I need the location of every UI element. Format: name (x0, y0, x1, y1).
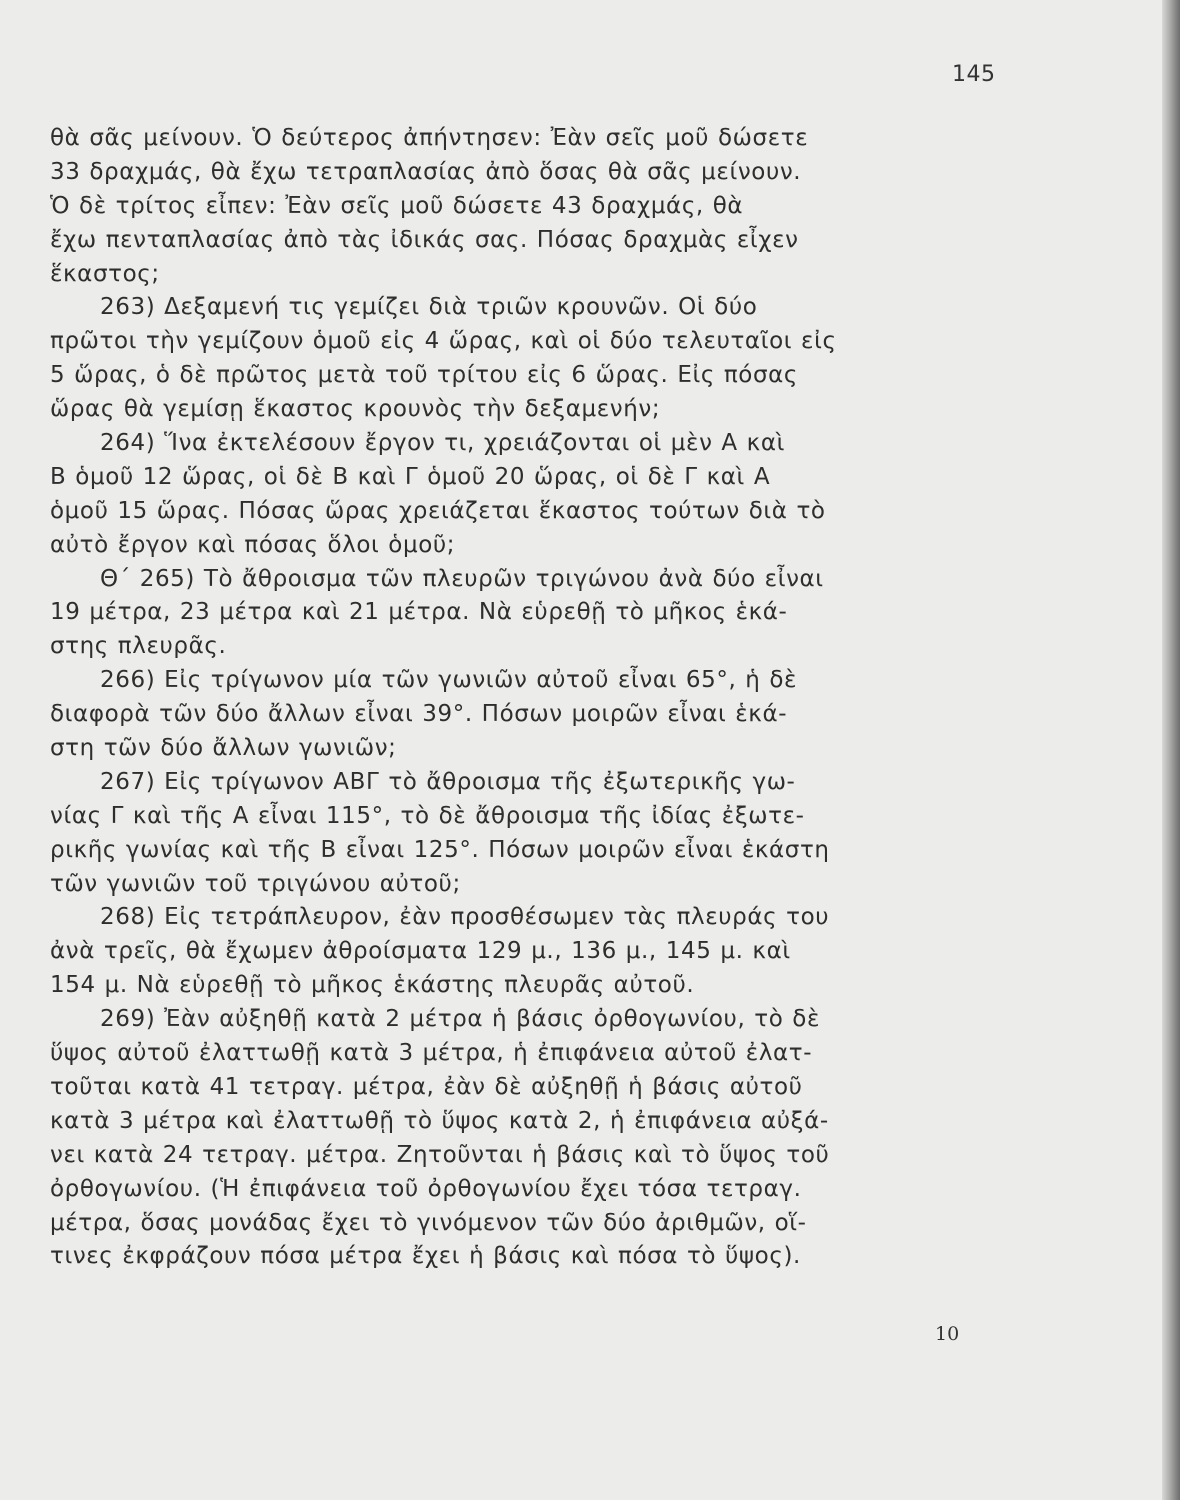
text-line: κατὰ 3 μέτρα καὶ ἐλαττωθῇ τὸ ὕψος κατὰ 2, ἡ ἐπιφάνεια αὐξά- (50, 1107, 829, 1134)
text-line: ὁμοῦ 15 ὥρας. Πόσας ὥρας χρειάζεται ἕκαστος τούτων διὰ τὸ (50, 497, 826, 524)
text-line: ὀρθογωνίου. (Ἡ ἐπιφάνεια τοῦ ὀρθογωνίου ἔχει τόσα τετραγ. (50, 1175, 802, 1202)
text-line: μέτρα, ὅσας μονάδας ἔχει τὸ γινόμενον τῶν δύο ἀριθμῶν, οἵ- (50, 1209, 807, 1236)
text-line: στη τῶν δύο ἄλλων γωνιῶν; (50, 735, 397, 762)
text-body (50, 122, 1000, 1274)
text-line: ἕκαστος; (50, 260, 160, 287)
text-line: 264) Ἵνα ἐκτελέσουν ἔργον τι, χρειάζονται οἱ μὲν Α καὶ (100, 430, 785, 457)
text-line: 33 δραχμάς, θὰ ἔχω τετραπλασίας ἀπὸ ὅσας θὰ σᾶς μείνουν. (50, 158, 802, 185)
text-line: 268) Εἰς τετράπλευρον, ἐὰν προσθέσωμεν τὰς πλευράς του (100, 904, 830, 931)
page-edge (1162, 0, 1180, 1500)
text-line: θὰ σᾶς μείνουν. Ὁ δεύτερος ἀπήντησεν: Ἐὰν σεῖς μοῦ δώσετε (50, 125, 809, 151)
text-line: Ὁ δὲ τρίτος εἶπεν: Ἐὰν σεῖς μοῦ δώσετε 43 δραχμάς, θὰ (50, 192, 744, 219)
text-line: Θ΄ 265) Τὸ ἄθροισμα τῶν πλευρῶν τριγώνου ἀνὰ δύο εἶναι (100, 565, 824, 592)
text-line: 5 ὥρας, ὁ δὲ πρῶτος μετὰ τοῦ τρίτου εἰς 6 ὥρας. Εἰς πόσας (50, 362, 799, 389)
text-line: 263) Δεξαμενή τις γεμίζει διὰ τριῶν κρουνῶν. Οἱ δύο (100, 294, 758, 321)
text-line: ρικῆς γωνίας καὶ τῆς Β εἶναι 125°. Πόσων μοιρῶν εἶναι ἑκάστη (50, 836, 830, 863)
text-line: διαφορὰ τῶν δύο ἄλλων εἶναι 39°. Πόσων μοιρῶν εἶναι ἑκά- (50, 701, 788, 728)
text-line: ἔχω πενταπλασίας ἀπὸ τὰς ἰδικάς σας. Πόσας δραχμὰς εἶχεν (50, 226, 799, 253)
text-line: αὐτὸ ἔργον καὶ πόσας ὅλοι ὁμοῦ; (50, 531, 456, 558)
signature-mark: 10 (935, 1323, 960, 1345)
text-line: 19 μέτρα, 23 μέτρα καὶ 21 μέτρα. Νὰ εὑρεθῇ τὸ μῆκος ἑκά- (50, 599, 788, 626)
text-line: τοῦται κατὰ 41 τετραγ. μέτρα, ἐὰν δὲ αὐξηθῇ ἡ βάσις αὐτοῦ (50, 1073, 803, 1100)
text-line: 267) Εἰς τρίγωνον ΑΒΓ τὸ ἄθροισμα τῆς ἐξωτερικῆς γω- (100, 768, 796, 795)
text-line: τῶν γωνιῶν τοῦ τριγώνου αὐτοῦ; (50, 870, 461, 897)
text-line: 266) Εἰς τρίγωνον μία τῶν γωνιῶν αὐτοῦ εἶναι 65°, ἡ δὲ (100, 667, 798, 694)
text-line: ἀνὰ τρεῖς, θὰ ἔχωμεν ἀθροίσματα 129 μ., 136 μ., 145 μ. καὶ (50, 938, 791, 965)
text-line: Β ὁμοῦ 12 ὥρας, οἱ δὲ Β καὶ Γ ὁμοῦ 20 ὥρας, οἱ δὲ Γ καὶ Α (50, 463, 771, 490)
text-line: τινες ἐκφράζουν πόσα μέτρα ἔχει ἡ βάσις καὶ πόσα τὸ ὕψος). (50, 1243, 801, 1270)
text-line: 269) Ἐὰν αὐξηθῇ κατὰ 2 μέτρα ἡ βάσις ὀρθογωνίου, τὸ δὲ (100, 1006, 821, 1033)
text-line: ὥρας θὰ γεμίσῃ ἕκαστος κρουνὸς τὴν δεξαμενήν; (50, 396, 661, 423)
page-number: 145 (952, 62, 996, 87)
text-line: ὕψος αὐτοῦ ἐλαττωθῇ κατὰ 3 μέτρα, ἡ ἐπιφάνεια αὐτοῦ ἐλατ- (50, 1040, 813, 1067)
text-line: 154 μ. Νὰ εὑρεθῇ τὸ μῆκος ἑκάστης πλευρᾶς αὐτοῦ. (50, 972, 695, 999)
text-line: νει κατὰ 24 τετραγ. μέτρα. Ζητοῦνται ἡ βάσις καὶ τὸ ὕψος τοῦ (50, 1141, 830, 1168)
text-line: στης πλευρᾶς. (50, 633, 227, 660)
text-line: πρῶτοι τὴν γεμίζουν ὁμοῦ εἰς 4 ὥρας, καὶ οἱ δύο τελευταῖοι εἰς (50, 328, 837, 355)
text-line: νίας Γ καὶ τῆς Α εἶναι 115°, τὸ δὲ ἄθροισμα τῆς ἰδίας ἐξωτε- (50, 802, 805, 829)
